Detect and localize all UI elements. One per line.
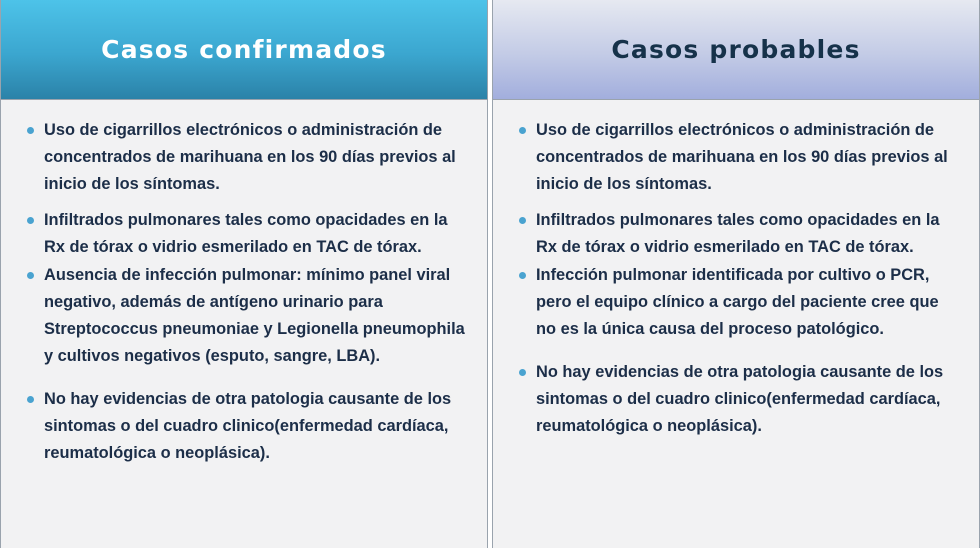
list-item [519, 117, 959, 198]
probable-cases-list [519, 117, 959, 440]
list-item-text: Ausencia de infección pulmonar: mínimo panel viral negativo, además de antígeno urinario para Streptococcus pneumoniae y Legionella pneumophila y cultivos negativos (esputo, sangre, LBA). [44, 266, 465, 365]
bullet-icon [519, 272, 526, 279]
bullet-icon [519, 127, 526, 134]
list-item-text: Uso de cigarrillos electrónicos o administración de concentrados de marihuana en los 90 días previos al inicio de los síntomas. [44, 121, 456, 193]
list-item-text: No hay evidencias de otra patologia causante de los sintomas o del cuadro clinico(enfermedad cardíaca, reumatológica o neoplásica). [536, 363, 944, 435]
list-item-text: Infiltrados pulmonares tales como opacidades en la Rx de tórax o vidrio esmerilado en TAC de tórax. [44, 211, 448, 256]
bullet-icon [27, 272, 34, 279]
list-item-text: Uso de cigarrillos electrónicos o administración de concentrados de marihuana en los 90 días previos al inicio de los síntomas. [536, 121, 948, 193]
list-item [27, 262, 467, 370]
bullet-icon [519, 369, 526, 376]
list-item [519, 207, 959, 261]
bullet-icon [27, 217, 34, 224]
bullet-icon [27, 396, 34, 403]
confirmed-cases-title: Casos confirmados [101, 35, 387, 64]
list-item [519, 262, 959, 343]
probable-cases-header [493, 0, 979, 100]
list-item-text: Infección pulmonar identificada por cultivo o PCR, pero el equipo clínico a cargo del paciente cree que no es la única causa del proceso patológico. [536, 266, 939, 338]
list-item [27, 207, 467, 261]
list-item [519, 359, 959, 440]
probable-cases-title: Casos probables [611, 35, 861, 64]
bullet-icon [27, 127, 34, 134]
confirmed-cases-list [27, 117, 467, 467]
probable-cases-panel [492, 0, 980, 548]
list-item [27, 117, 467, 198]
confirmed-cases-panel [0, 0, 488, 548]
confirmed-cases-header [1, 0, 487, 100]
list-item-text: Infiltrados pulmonares tales como opacidades en la Rx de tórax o vidrio esmerilado en TAC de tórax. [536, 211, 940, 256]
list-item [27, 386, 467, 467]
bullet-icon [519, 217, 526, 224]
list-item-text: No hay evidencias de otra patologia causante de los sintomas o del cuadro clinico(enfermedad cardíaca, reumatológica o neoplásica). [44, 390, 452, 462]
